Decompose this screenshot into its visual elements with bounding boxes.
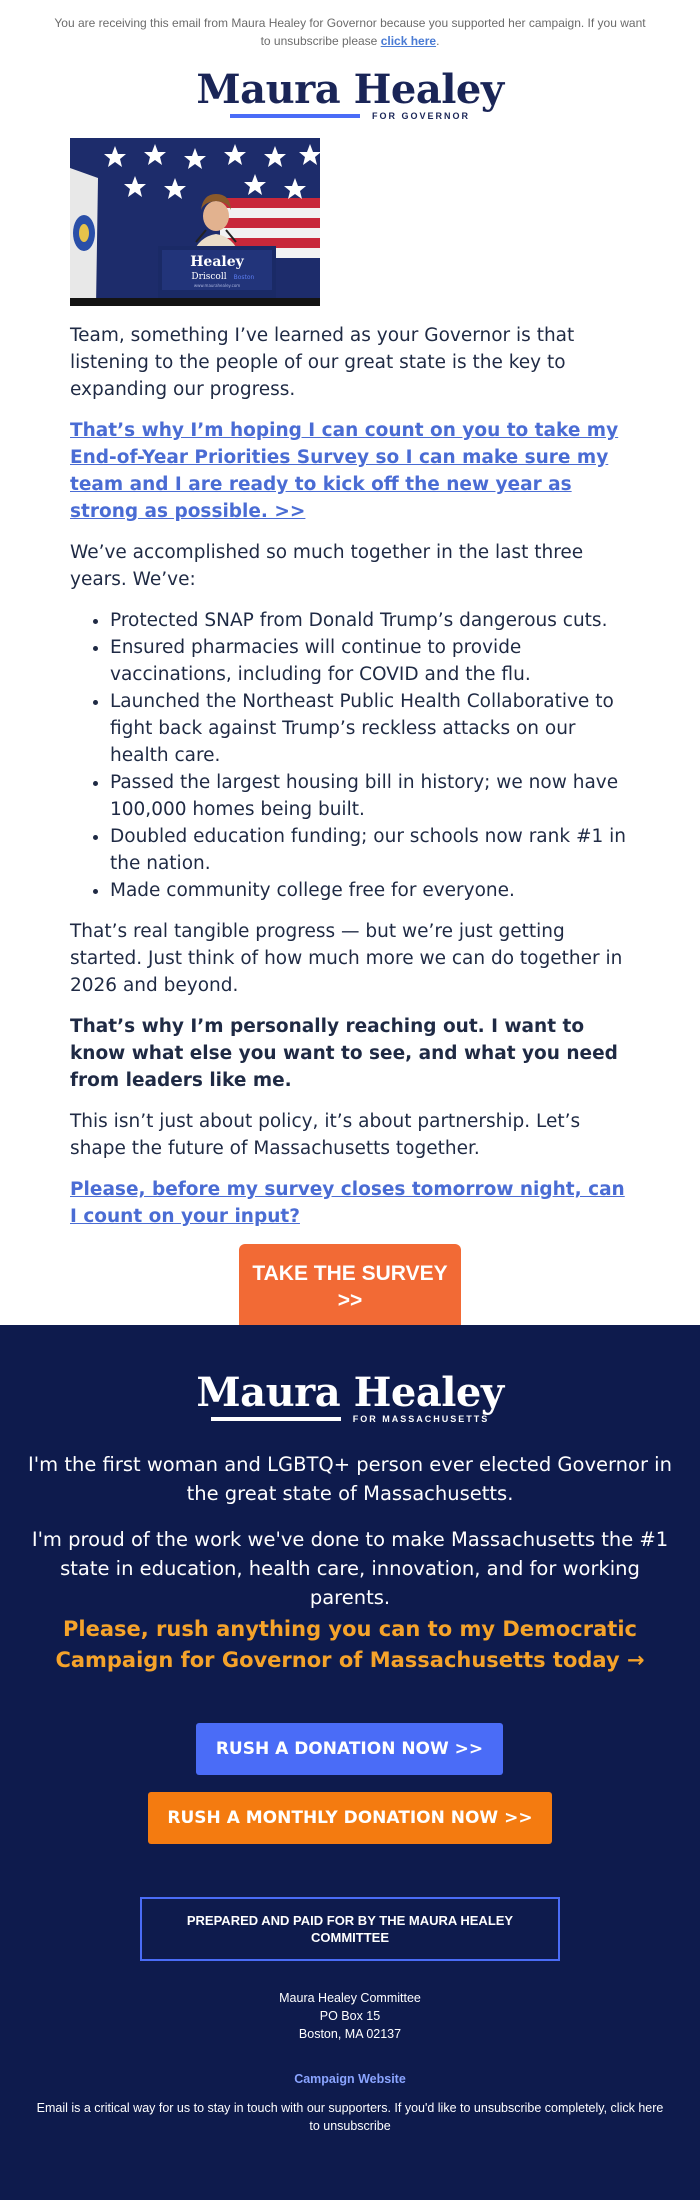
paid-for-text: PREPARED AND PAID FOR BY THE MAURA HEALEY COMMITTEE <box>186 1913 514 1945</box>
podium-tag: Boston <box>233 274 255 281</box>
address-line: PO Box 15 <box>319 2009 381 2023</box>
footer-logo-name: Maura Healey <box>196 1369 504 1416</box>
paid-for-box <box>140 1897 560 1961</box>
partnership-paragraph: This isn’t just about policy, it’s about partnership. Let’s shape the future of Massachusetts together. <box>70 1111 581 1159</box>
footer-paragraph-1: I'm the first woman and LGBTQ+ person ever elected Governor in the great state of Massachusetts. <box>28 1453 672 1505</box>
progress-paragraph: That’s real tangible progress — but we’re just getting started. Just think of how much more we can do together in 2026 and beyond. <box>70 921 623 996</box>
podium-sub: Driscoll <box>191 272 227 282</box>
footer-logo-underline <box>211 1417 341 1421</box>
email-body <box>70 322 630 1433</box>
unsubscribe-notice <box>50 14 650 50</box>
committee-address <box>0 1989 700 2043</box>
notice-click-here-link[interactable]: click here <box>380 34 437 48</box>
list-item: • Ensured pharmacies will continue to provide vaccinations, including for COVID and the flu. <box>110 634 630 688</box>
rush-donation-button[interactable]: RUSH A DONATION NOW >> <box>196 1723 503 1775</box>
logo-subtitle: FOR GOVERNOR <box>371 111 470 121</box>
address-line: Maura Healey Committee <box>279 1991 421 2005</box>
footer-logo <box>0 1369 700 1424</box>
footer-paragraph-2: I'm proud of the work we've done to make Massachusetts the #1 state in education, health care, innovation, and for working parents. <box>31 1528 669 1609</box>
rush-monthly-donation-button[interactable]: RUSH A MONTHLY DONATION NOW >> <box>148 1792 552 1844</box>
survey-link-2[interactable]: Please, before my survey closes tomorrow night, can I count on your input? <box>70 1179 625 1227</box>
logo-name: Maura Healey <box>196 66 504 113</box>
list-item: • Launched the Northeast Public Health Collaborative to fight back against Trump’s reckless attacks on our health care. <box>110 688 630 769</box>
podium-name: Healey <box>190 254 244 270</box>
photo-illustration <box>70 138 320 306</box>
notice-end: . <box>436 34 440 48</box>
notice-text: You are receiving this email from Maura Healey for Governor because you supported her campaign. If you want to unsubscribe please <box>54 16 646 48</box>
accomplished-paragraph: We’ve accomplished so much together in the last three years. We’ve: <box>70 542 584 590</box>
list-item: • Made community college free for everyone. <box>110 877 630 904</box>
header-logo <box>0 66 700 121</box>
governor-photo <box>70 138 320 306</box>
campaign-website-link[interactable]: Campaign Website <box>294 2072 406 2086</box>
address-line: Boston, MA 02137 <box>298 2027 402 2041</box>
donation-appeal-link[interactable]: Please, rush anything you can to my Democratic Campaign for Governor of Massachusetts today → <box>55 1617 645 1672</box>
take-survey-button[interactable]: TAKE THE SURVEY >> <box>239 1244 461 1333</box>
footer-logo-subtitle: FOR MASSACHUSETTS <box>352 1414 490 1424</box>
list-item: • Protected SNAP from Donald Trump’s dangerous cuts. <box>110 607 630 634</box>
logo-underline <box>230 114 360 118</box>
list-item: • Passed the largest housing bill in history; we now have 100,000 homes being built. <box>110 769 630 823</box>
intro-paragraph: Team, something I’ve learned as your Governor is that listening to the people of our great state is the key to expanding our progress. <box>70 325 575 400</box>
footer <box>0 1325 700 2200</box>
podium-url: www.maurahealey.com <box>193 283 241 288</box>
survey-link-1[interactable]: That’s why I’m hoping I can count on you to take my End-of-Year Priorities Survey so I can make sure my team and I are ready to kick off the new year as strong as possible. >> <box>70 420 619 522</box>
unsubscribe-footer-text[interactable]: Email is a critical way for us to stay in touch with our supporters. If you'd like to unsubscribe completely, click here to unsubscribe <box>36 2101 664 2133</box>
reaching-out-paragraph: That’s why I’m personally reaching out. I want to know what else you want to see, and what you need from leaders like me. <box>70 1016 618 1091</box>
list-item: • Doubled education funding; our schools now rank #1 in the nation. <box>110 823 630 877</box>
accomplishments-list <box>70 607 630 904</box>
